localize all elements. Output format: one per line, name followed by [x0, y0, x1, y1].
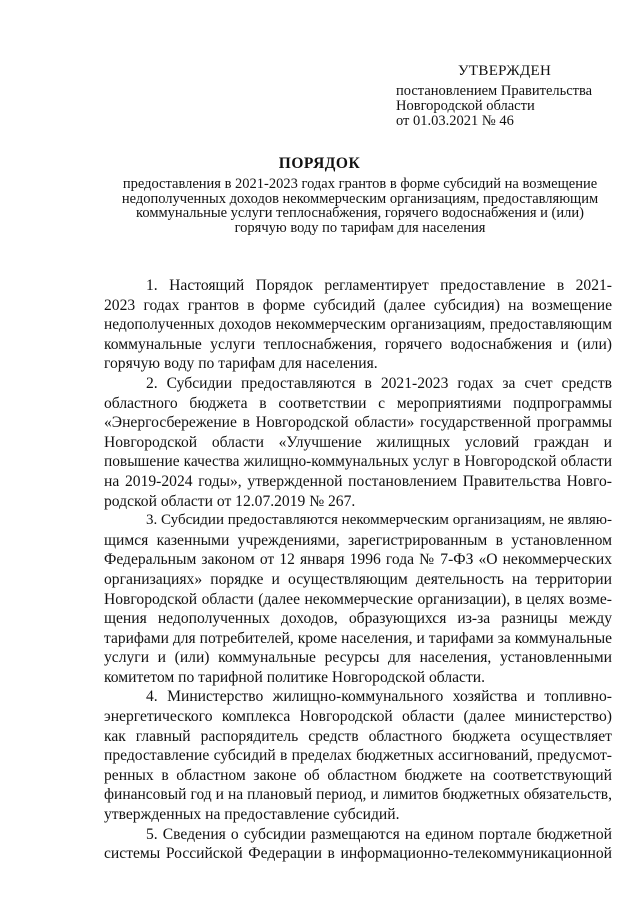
- paragraph-line: ренных в областном законе об областном бюджете на соответствующий: [104, 766, 612, 784]
- document-body: [104, 276, 612, 864]
- paragraph-line: 3. Субсидии предоставляются некоммерческим организациям, не являю-: [146, 512, 612, 529]
- paragraph-line: тарифами для потребителей, кроме населения, и тарифами за коммунальные: [104, 629, 612, 647]
- paragraph-line: горячую воду по тарифам для населения.: [104, 355, 378, 373]
- paragraph-line: 5. Сведения о субсидии размещаются на едином портале бюджетной: [146, 825, 612, 843]
- paragraph-line: родской области от 12.07.2019 № 267.: [104, 492, 356, 510]
- paragraph: [104, 511, 612, 687]
- approval-stamp: [396, 64, 626, 129]
- paragraph-line: комитетом по тарифной политике Новгородской области.: [104, 668, 486, 686]
- paragraph-line: повышение качества жилищно-коммунальных услуг в Новгородской области: [104, 453, 612, 471]
- paragraph: [104, 825, 612, 864]
- paragraph-line: 2. Субсидии предоставляются в 2021-2023 годах за счет средств: [146, 374, 612, 392]
- paragraph-line: организациях» порядке и осуществляющим деятельность на территории: [104, 570, 612, 588]
- paragraph-line: Новгородской области «Улучшение жилищных условий граждан и: [104, 433, 612, 451]
- paragraph-line: «Энергосбережение в Новгородской области» государственной программы: [104, 414, 612, 432]
- subtitle-line: коммунальные услуги теплоснабжения, горячего водоснабжения и (или): [136, 205, 584, 221]
- subtitle-line: предоставления в 2021-2023 годах грантов в форме субсидий на возмещение: [122, 176, 598, 192]
- paragraph-line: энергетического комплекса Новгородской области (далее министерство): [104, 708, 612, 726]
- paragraph: [104, 276, 612, 374]
- paragraph-line: системы Российской Федерации в информационно-телекоммуникационной: [104, 845, 612, 863]
- document-subtitle: [100, 177, 620, 235]
- paragraph-line: щения недополученных доходов, образующихся из-за разницы между: [104, 610, 612, 628]
- paragraph-line: на 2019-2024 годы», утвержденной постановлением Правительства Новго-: [104, 472, 612, 490]
- document-title: ПОРЯДОК: [278, 155, 361, 172]
- approval-line: от 01.03.2021 № 46: [396, 113, 514, 129]
- paragraph-line: областного бюджета в соответствии с мероприятиями подпрограммы: [104, 394, 612, 412]
- paragraph-line: финансовый год и на плановый период, и лимитов бюджетных обязательств,: [104, 786, 612, 804]
- subtitle-line: недополученных доходов некоммерческим организациям, предоставляющим: [121, 190, 599, 207]
- paragraph-line: как главный распорядитель средств областного бюджета осуществляет: [104, 727, 612, 745]
- paragraph-line: коммунальные услуги теплоснабжения, горячего водоснабжения и (или): [104, 335, 612, 353]
- paragraph: [104, 687, 612, 824]
- paragraph-line: недополученных доходов некоммерческим организациям, предоставляющим: [104, 316, 612, 334]
- paragraph-line: 1. Настоящий Порядок регламентирует предоставление в 2021-: [146, 277, 612, 294]
- paragraph-line: утвержденных на предоставление субсидий.: [104, 806, 400, 824]
- paragraph-line: 4. Министерство жилищно-коммунального хозяйства и топливно-: [146, 688, 612, 706]
- paragraph-line: щимся казенными учреждениями, зарегистрированным в установленном: [104, 531, 612, 549]
- paragraph-line: Федеральным законом от 12 января 1996 года № 7-ФЗ «О некоммерческих: [104, 551, 612, 569]
- approval-title: УТВЕРЖДЕН: [458, 63, 552, 79]
- approval-line: Новгородской области: [396, 98, 535, 114]
- paragraph-line: услуги и (или) коммунальные ресурсы для населения, установленными: [104, 649, 612, 667]
- paragraph: [104, 374, 612, 511]
- paragraph-line: 2023 годах грантов в форме субсидий (далее субсидия) на возмещение: [104, 296, 612, 314]
- subtitle-line: горячую воду по тарифам для населения: [234, 219, 486, 236]
- paragraph-line: Новгородской области (далее некоммерческие организации), в целях возме-: [104, 590, 612, 608]
- approval-line: постановлением Правительства: [396, 83, 593, 99]
- paragraph-line: предоставление субсидий в пределах бюджетных ассигнований, предусмот-: [104, 747, 612, 765]
